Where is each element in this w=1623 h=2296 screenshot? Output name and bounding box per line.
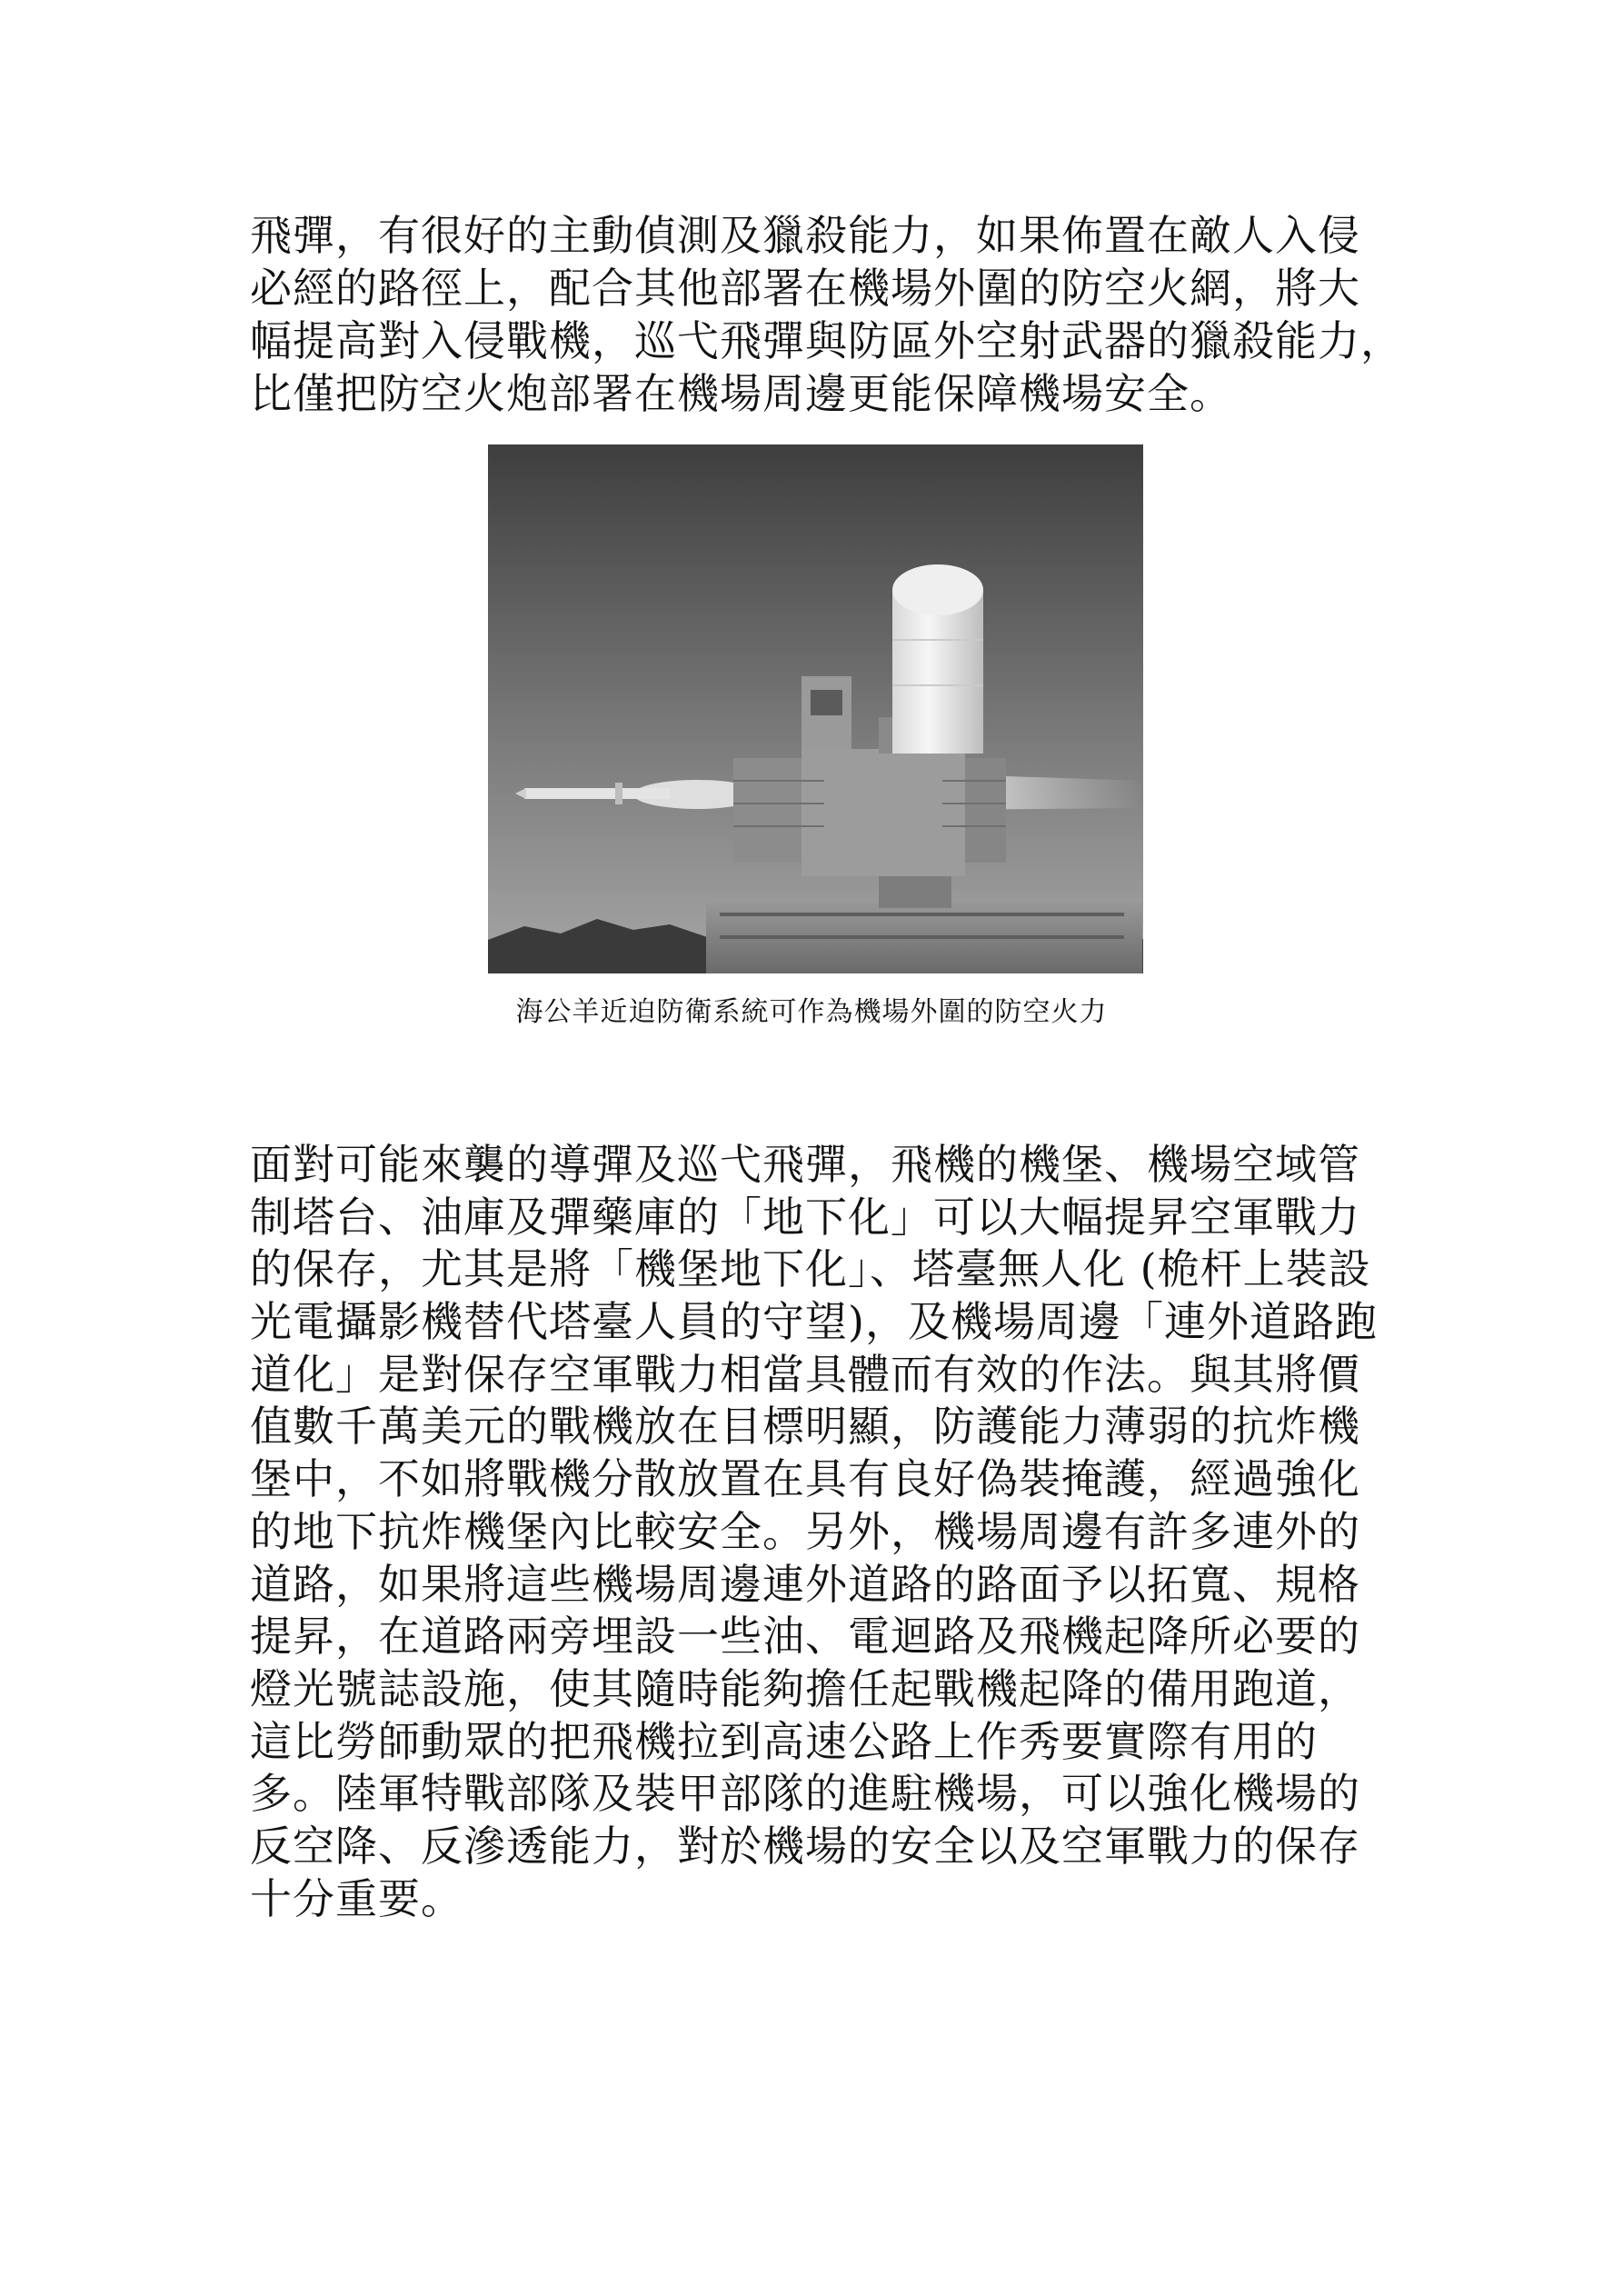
ciws-photo — [488, 444, 1143, 973]
figure-caption: 海公羊近迫防衛系統可作為機場外圍的防空火力 — [515, 996, 1108, 1028]
text-line: 必經的路徑上，配合其他部署在機場外圍的防空火網，將大 — [250, 264, 1360, 313]
text-line: 飛彈，有很好的主動偵測及獵殺能力，如果佈置在敵人入侵 — [250, 211, 1360, 260]
text-line: 提昇，在道路兩旁埋設一些油、電迴路及飛機起降所必要的 — [250, 1612, 1360, 1662]
text-line: 制塔台、油庫及彈藥庫的「地下化」可以大幅提昇空軍戰力 — [250, 1192, 1360, 1242]
text-line: 的地下抗炸機堡內比較安全。另外，機場周邊有許多連外的 — [250, 1506, 1360, 1556]
text-line: 堡中，不如將戰機分散放置在具有良好偽裝掩護，經過強化 — [250, 1454, 1360, 1504]
text-line: 十分重要。 — [250, 1873, 463, 1923]
text-line: 值數千萬美元的戰機放在目標明顯，防護能力薄弱的抗炸機 — [250, 1402, 1360, 1452]
text-line: 比僅把防空火炮部署在機場周邊更能保障機場安全。 — [250, 369, 1232, 418]
text-line: 多。陸軍特戰部隊及裝甲部隊的進駐機場，可以強化機場的 — [250, 1769, 1360, 1819]
text-line: 道路，如果將這些機場周邊連外道路的路面予以拓寬、規格 — [250, 1559, 1360, 1609]
text-line: 光電攝影機替代塔臺人員的守望)，及機場周邊「連外道路跑 — [250, 1297, 1378, 1347]
text-line: 這比勞師動眾的把飛機拉到高速公路上作秀要實際有用的 — [250, 1716, 1318, 1766]
text-line: 燈光號誌設施，使其隨時能夠擔任起戰機起降的備用跑道， — [250, 1663, 1360, 1713]
text-line: 的保存，尤其是將「機堡地下化」、塔臺無人化 (桅杆上裝設 — [250, 1244, 1371, 1294]
text-line: 道化」是對保存空軍戰力相當具體而有效的作法。與其將價 — [250, 1349, 1360, 1399]
body-paragraph-2 — [250, 1139, 1404, 1925]
text-line: 反空降、反滲透能力，對於機場的安全以及空軍戰力的保存 — [250, 1821, 1360, 1871]
body-paragraph-1 — [250, 209, 1404, 420]
text-line: 幅提高對入侵戰機，巡弋飛彈與防區外空射武器的獵殺能力， — [250, 316, 1403, 365]
text-line: 面對可能來襲的導彈及巡弋飛彈，飛機的機堡、機場空域管 — [250, 1140, 1360, 1189]
